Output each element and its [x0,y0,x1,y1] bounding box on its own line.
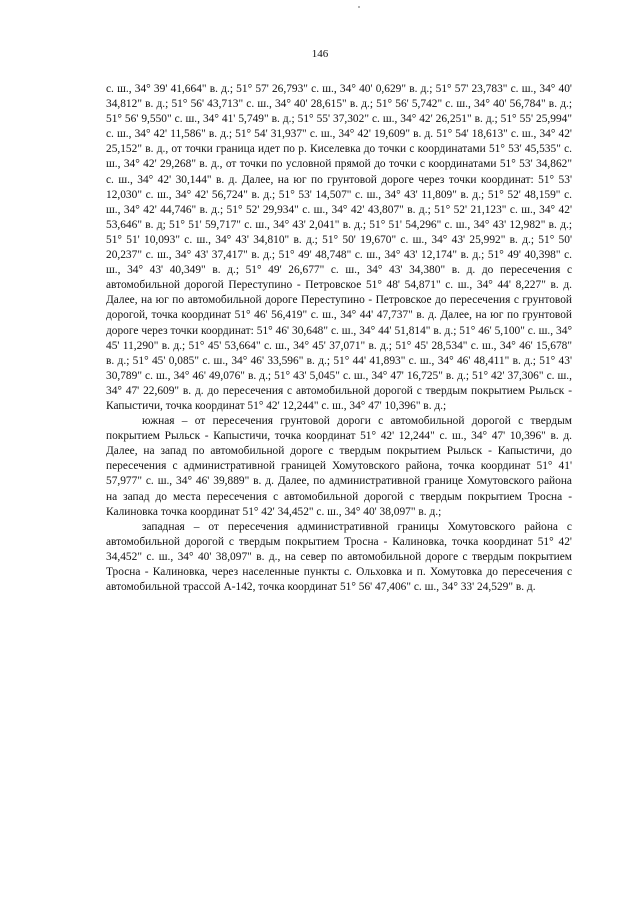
paragraph-west-boundary: западная – от пересечения административной границы Хомутовского района с автомобильной дорогой с твердым покрытием Тросна - Калиновка, точка координат 51° 42' 34,452" с. ш., 34° 40' 38,097" в. д., на север по автомобильной дороге с твердым покрытием Тросна - Калиновка, через населенные пункты с. Ольховка и п. Хомутовка до пересечения с автомобильной трассой А-142, точка координат 51° 56' 47,406" с. ш., 34° 33' 24,529" в. д. [106,520,572,594]
page-number: 146 [311,48,329,60]
document-body [106,82,572,595]
paragraph-northeast-boundary: с. ш., 34° 39' 41,664" в. д.; 51° 57' 26,793" с. ш., 34° 40' 0,629" в. д.; 51° 57' 23,783" с. ш., 34° 40' 34,812" в. д.; 51° 56' 43,713" с. ш., 34° 40' 28,615" в. д.; 51° 56' 5,742" с. ш., 34° 40' 56,784" в. д.; 51° 56' 9,550" с. ш., 34° 41' 5,749" в. д.; 51° 55' 37,302" с. ш., 34° 42' 26,251" в. д.; 51° 55' 25,994" с. ш., 34° 42' 11,586" в. д.; 51° 54' 31,937" с. ш., 34° 42' 19,609" в. д. 51° 54' 18,613" с. ш., 34° 42' 25,152" в. д., от точки граница идет по р. Киселевка до точки с координатами 51° 53' 45,535" с. ш., 34° 42' 29,268" в. д., от точки по условной прямой до точки с координатами 51° 53' 34,862" с. ш., 34° 42' 30,144" в. д. Далее, на юг по грунтовой дороге через точки координат: 51° 53' 12,030" с. ш., 34° 42' 56,724" в. д.; 51° 53' 14,507" с. ш., 34° 43' 11,809" в. д.; 51° 52' 48,159" с. ш., 34° 42' 44,746" в. д.; 51° 52' 29,934" с. ш., 34° 42' 43,807" в. д.; 51° 52' 21,123" с. ш., 34° 42' 53,646" в. д; 51° 51' 59,717" с. ш., 34° 43' 2,041" в. д.; 51° 51' 54,296" с. ш., 34° 43' 12,982" в. д.; 51° 51' 10,093" с. ш., 34° 43' 34,810" в. д.; 51° 50' 19,670" с. ш., 34° 43' 25,992" в. д.; 51° 50' 20,237" с. ш., 34° 43' 37,417" в. д.; 51° 49' 48,748" с. ш., 34° 43' 12,174" в. д.; 51° 49' 40,398" с. ш., 34° 43' 40,349" в. д.; 51° 49' 26,677" с. ш., 34° 43' 34,380" в. д. до пересечения с автомобильной дорогой Переступино - Петровское 51° 48' 54,871" с. ш., 34° 44' 8,227" в. д. Далее, на юг по автомобильной дороге Переступино - Петровское до пересечения с грунтовой дорогой, точка координат 51° 46' 56,419" с. ш., 34° 44' 47,737" в. д. Далее, на юг по грунтовой дороге через точки координат: 51° 46' 30,648" с. ш., 34° 44' 51,814" в. д.; 51° 46' 5,100" с. ш., 34° 45' 11,290" в. д.; 51° 45' 53,664" с. ш., 34° 45' 37,071" в. д.; 51° 45' 28,534" с. ш., 34° 46' 15,678" в. д.; 51° 45' 0,085" с. ш., 34° 46' 33,596" в. д.; 51° 44' 41,893" с. ш., 34° 46' 48,411" в. д.; 51° 43' 30,789" с. ш., 34° 46' 49,076" в. д.; 51° 43' 5,045" с. ш., 34° 47' 16,725" в. д.; 51° 42' 37,306" с. ш., 34° 47' 22,609" в. д. до пересечения с автомобильной дорогой с твердым покрытием Рыльск - Капыстичи, точка координат 51° 42' 12,244" с. ш., 34° 47' 10,396" в. д.; [106,83,572,412]
paragraph-south-boundary: южная – от пересечения грунтовой дороги с автомобильной дорогой с твердым покрытием Рыльск - Капыстичи, точка координат 51° 42' 12,244" с. ш., 34° 47' 10,396" в. д. Далее, на запад по автомобильной дороге с твердым покрытием Рыльск - Капыстичи, до пересечения с административной границей Хомутовского района, точка координат 51° 41' 57,977" с. ш., 34° 46' 39,889" в. д. Далее, по административной границе Хомутовского района на запад до места пересечения с автомобильной дорогой с твердым покрытием Тросна - Калиновка точка координат 51° 42' 34,452" с. ш., 34° 40' 38,097" в. д.; [106,415,572,518]
scan-speck [358,6,360,8]
